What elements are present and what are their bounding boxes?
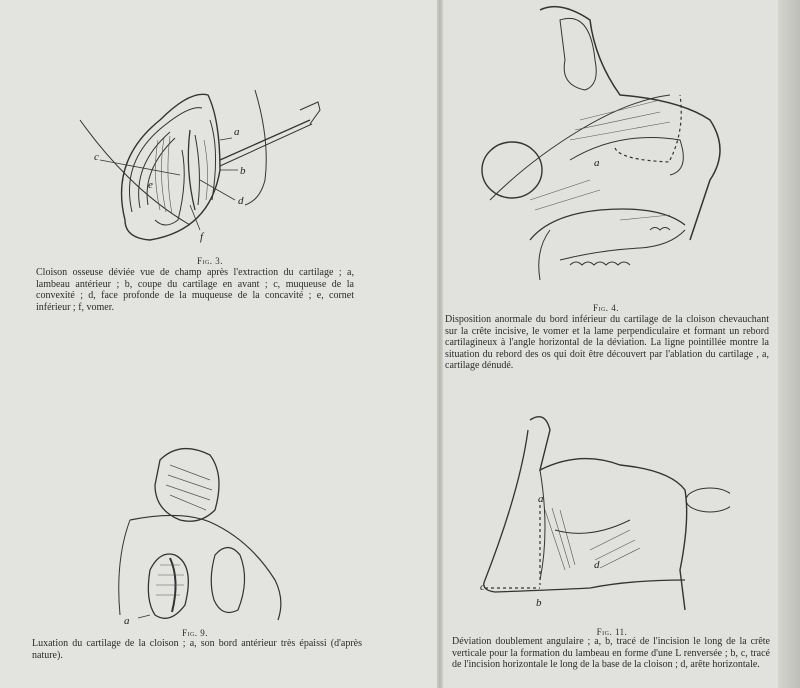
fig3-letter-b: b: [240, 165, 246, 177]
fig11-letter-a: a: [538, 493, 544, 505]
fig3-letter-d: d: [238, 195, 244, 207]
fig3-letter-a: a: [234, 126, 240, 138]
fig11-letter-c: c: [480, 581, 485, 593]
fig9-letter-a: a: [124, 615, 130, 627]
fig11-letter-d: d: [594, 559, 600, 571]
figure-3-caption: Cloison osseuse déviée vue de champ après l'extraction du cartilage ; a, lambeau antérieur ; b, coupe du cartilage en avant ; c, muqueuse de la convexité ; d, face profonde de la muqueuse de la concavité ; e, cornet inférieur ; f, vomer.: [36, 267, 354, 313]
fig4-letter-a: a: [594, 157, 600, 169]
fig3-letter-e: e: [148, 179, 153, 191]
figure-4-illustration: [470, 0, 770, 280]
figure-9-label: Fig. 9.: [181, 628, 209, 638]
page-edge: [778, 0, 800, 688]
page-gutter: [437, 0, 443, 688]
figure-11-caption: Déviation doublement angulaire ; a, b, tracé de l'incision le long de la crête verticale pour la formation du lambeau en forme d'une L renversée ; b, c, tracé de l'incision horizontale le long de la base de la cloison ; d, arête horizontale.: [452, 636, 770, 670]
figure-4-label: Fig. 4.: [592, 303, 620, 313]
fig3-letter-c: c: [94, 151, 99, 163]
fig11-letter-b: b: [536, 597, 542, 609]
figure-3-label: Fig. 3.: [196, 256, 224, 266]
figure-3-illustration: [70, 80, 340, 255]
figure-11-label: Fig. 11.: [596, 627, 628, 637]
figure-11-illustration: [470, 410, 730, 620]
figure-9-illustration: [110, 440, 310, 630]
figure-9-caption: Luxation du cartilage de la cloison ; a, son bord antérieur très épaissi (d'après nature).: [32, 638, 362, 661]
fig3-letter-f: f: [200, 231, 204, 243]
figure-4-caption: Disposition anormale du bord inférieur du cartilage de la cloison chevauchant sur la crête incisive, le vomer et la lame perpendiculaire et formant un rebord cartilagineux à l'angle horizontal de la déviation. La ligne pointillée montre la situation du rebord des os qui doit être découvert par l'ablation du cartilage , a, cartilage dénudé.: [445, 314, 769, 371]
